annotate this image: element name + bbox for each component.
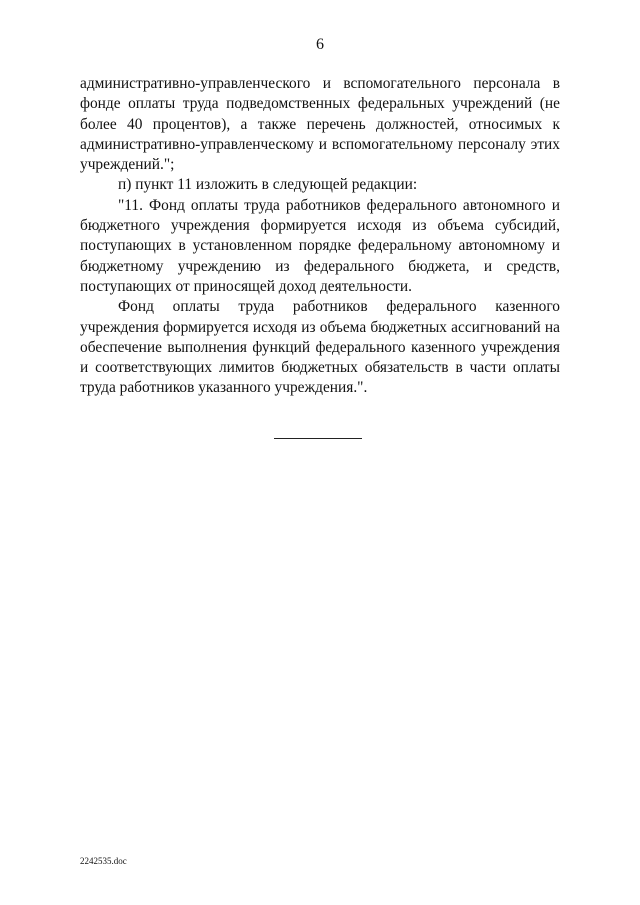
paragraph-amendment-intro: п) пункт 11 изложить в следующей редакции: xyxy=(118,176,418,194)
paragraph-continuation: административно-управленческого и вспомогательного персонала в фонде оплаты труда подведомственных федеральных учреждений (не более 40 процентов), а также перечень должностей, относимых к административно-управленческому и вспомогательному персоналу этих учреждений."; xyxy=(80,75,560,174)
footer-doc-id: 2242535.doc xyxy=(80,856,127,866)
paragraph-clause-11: "11. Фонд оплаты труда работников федерального автономного и бюджетного учреждения формируется исходя из объема субсидий, поступающих в установленном порядке федеральному автономному и бюджетному учреждению из федерального бюджета, и средств, поступающих от приносящей доход деятельности. xyxy=(80,196,560,295)
end-separator-line xyxy=(274,438,362,439)
page-number: 6 xyxy=(316,36,324,53)
document-body xyxy=(80,74,560,399)
paragraph-clause-11-cont: Фонд оплаты труда работников федерального казенного учреждения формируется исходя из объема бюджетных ассигнований на обеспечение выполнения функций федерального казенного учреждения и соответствующих лимитов бюджетных обязательств в части оплаты труда работников указанного учреждения.". xyxy=(80,298,560,397)
